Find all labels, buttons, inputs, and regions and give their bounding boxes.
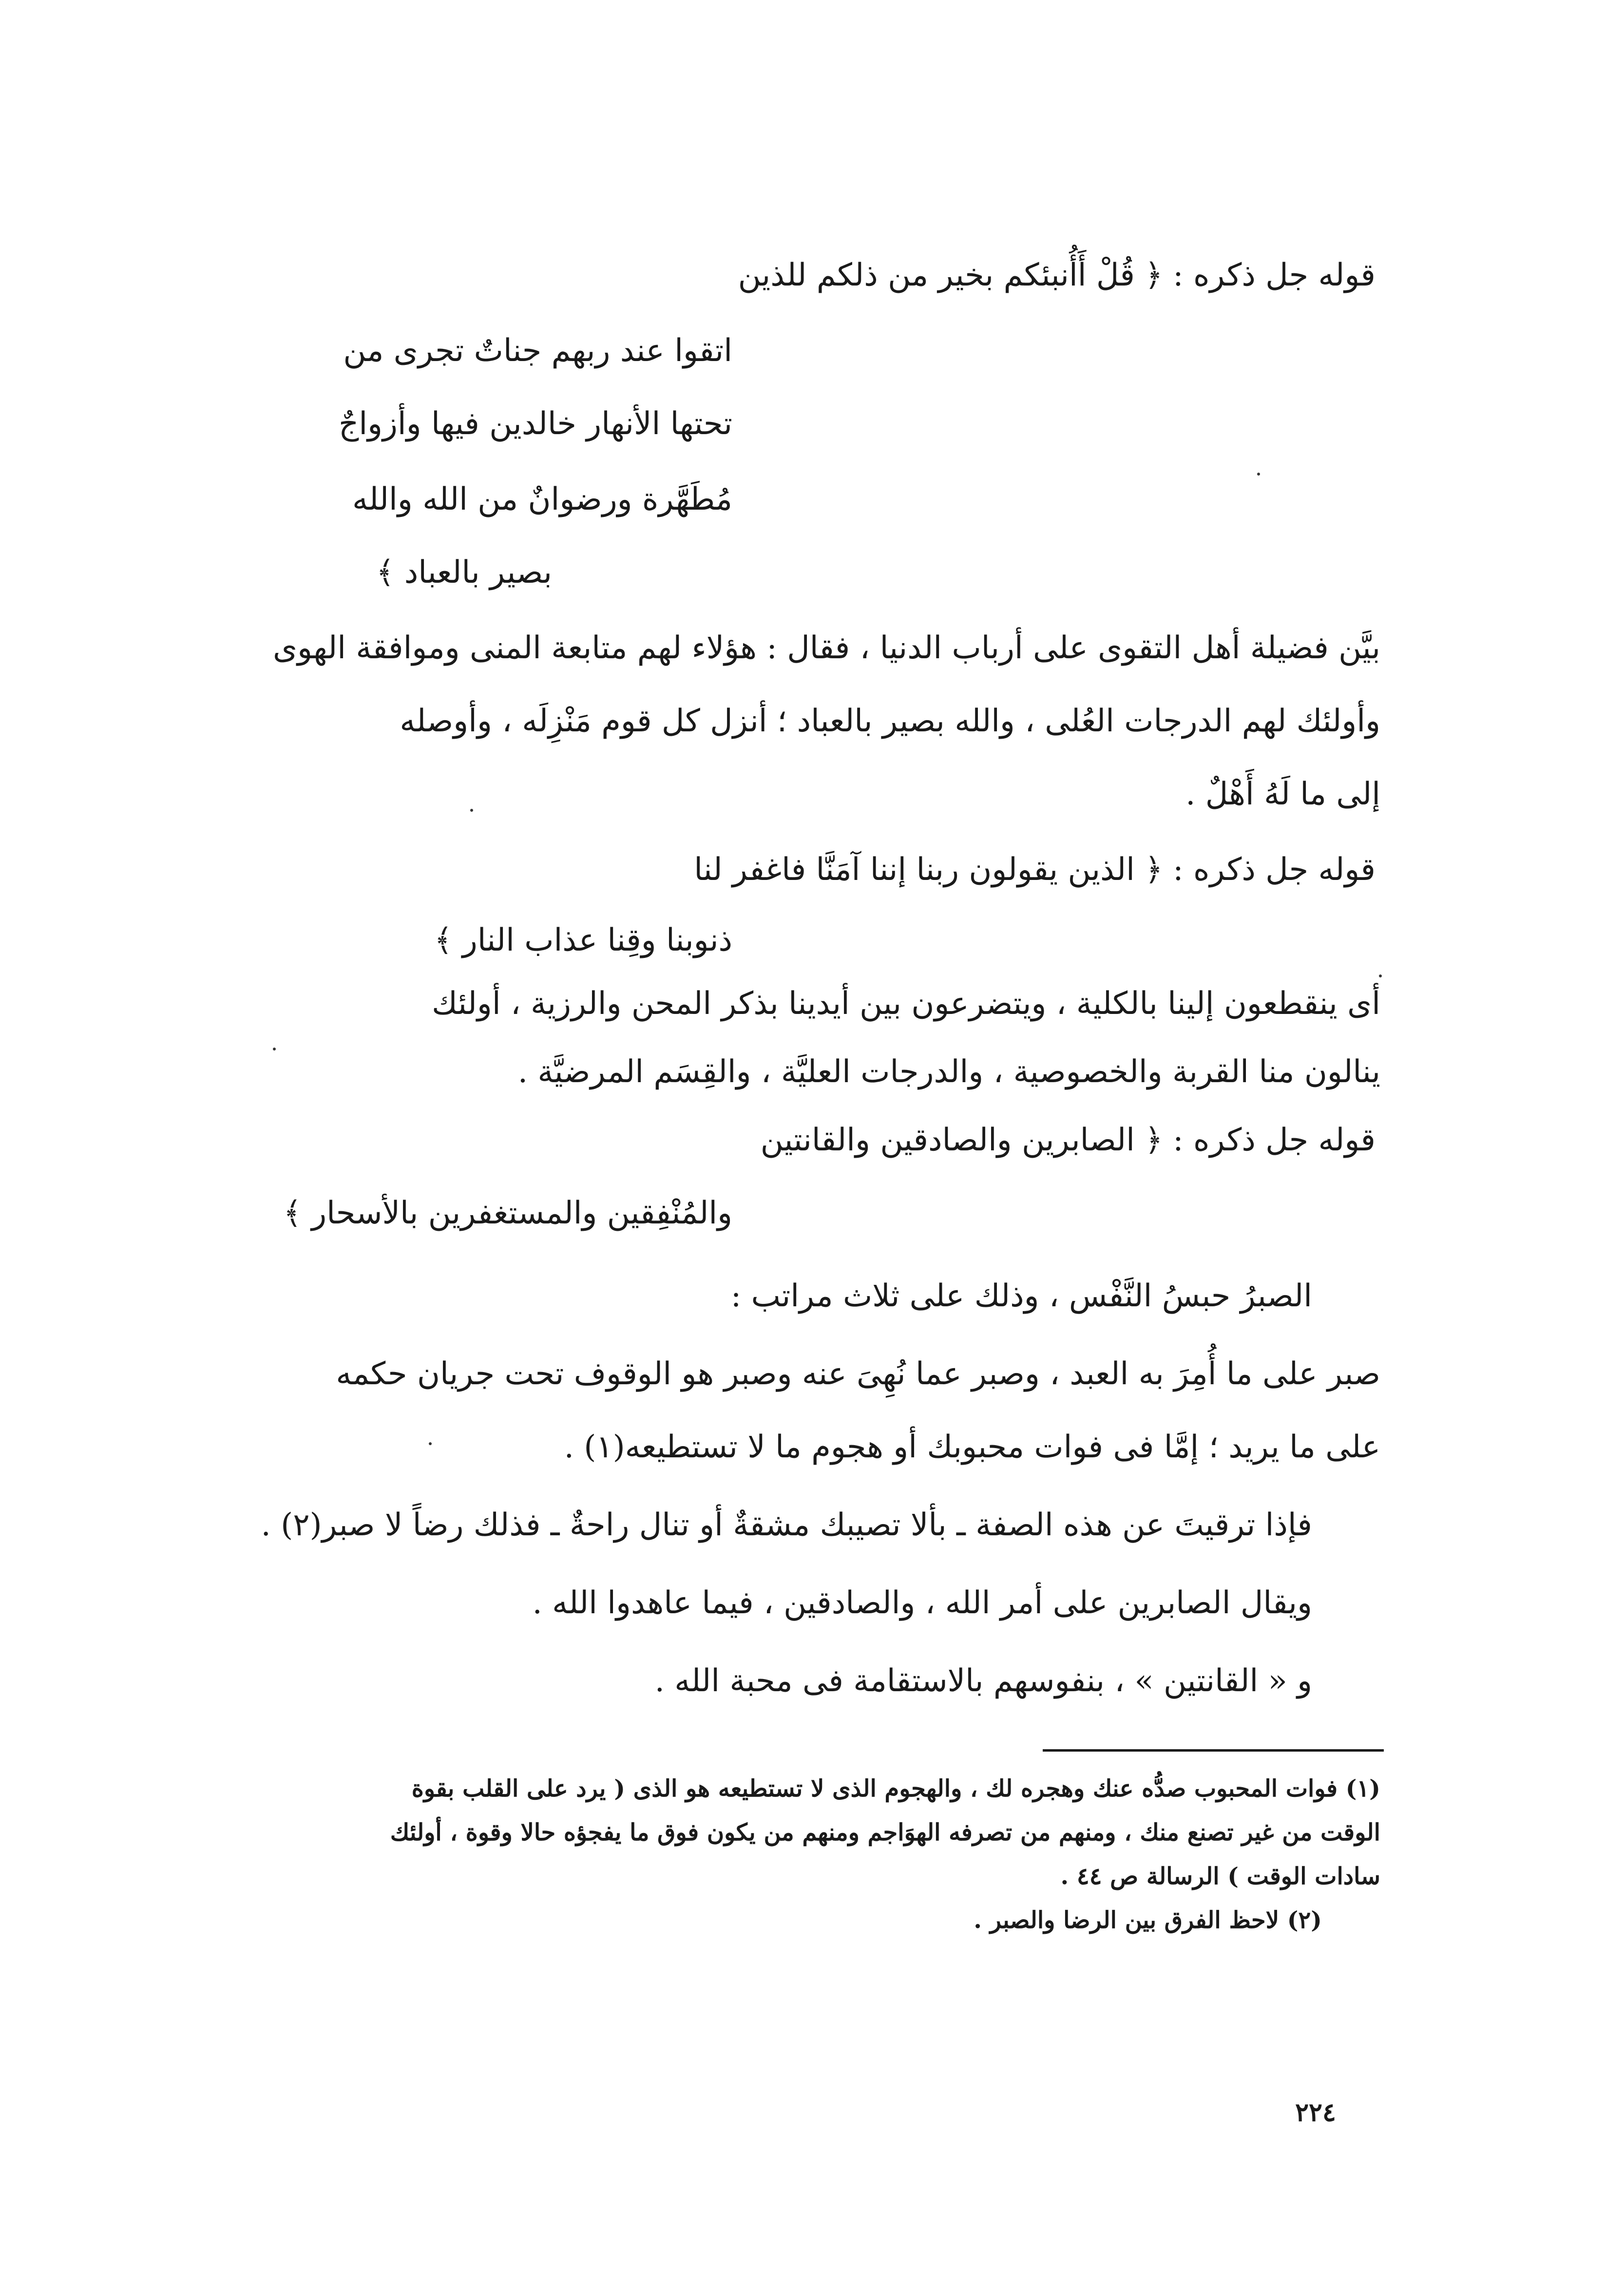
commentary-line: ويقال الصابرين على أمر الله ، والصادقين ، فيما عاهدوا الله . (532, 1585, 1312, 1621)
verse-heading-2: قوله جل ذكره : ﴿ الذين يقولون ربنا إننا آمَنَّا فاغفر لنا (694, 852, 1376, 888)
footnote-separator (1043, 1749, 1384, 1752)
commentary-line: أى ينقطعون إلينا بالكلية ، ويتضرعون بين أيدينا بذكر المحن والرزية ، أولئك (432, 986, 1380, 1022)
commentary-line: فإذا ترقيتَ عن هذه الصفة ـ بألا تصيبك مشقةٌ أو تنال راحةٌ ـ فذلك رضاً لا صبر(٢) . (261, 1507, 1312, 1543)
footnote-line: (٢) لاحظ الفرق بين الرضا والصبر . (974, 1907, 1322, 1934)
commentary-line: و « القانتين » ، بنفوسهم بالاستقامة فى محبة الله . (654, 1663, 1312, 1699)
scan-speck (429, 1442, 432, 1445)
verse-line: والمُنْفِقين والمستغفرين بالأسحار ﴾ (283, 1195, 732, 1231)
scan-speck (273, 1048, 276, 1050)
scan-speck (1257, 473, 1260, 476)
scan-speck (1379, 974, 1382, 977)
commentary-line: ينالون منا القربة والخصوصية ، والدرجات العليَّة ، والقِسَم المرضيَّة . (517, 1054, 1380, 1090)
commentary-line: وأولئك لهم الدرجات العُلى ، والله بصير بالعباد ؛ أنزل كل قوم مَنْزِلَه ، وأوصله (400, 703, 1380, 739)
commentary-line: إلى ما لَهُ أَهْلٌ . (1185, 776, 1380, 812)
commentary-line: بيَّن فضيلة أهل التقوى على أرباب الدنيا ، فقال : هؤلاء لهم متابعة المنى وموافقة الهوى (273, 630, 1380, 666)
commentary-line: صبر على ما أُمِرَ به العبد ، وصبر عما نُهِىَ عنه وصبر هو الوقوف تحت جريان حكمه (336, 1356, 1380, 1392)
verse-line: مُطَهَّرة ورضوانٌ من الله والله (352, 481, 732, 517)
footnote-line: الوقت من غير تصنع منك ، ومنهم من تصرفه الهوَاجم ومنهم من يكون فوق ما يفجؤه حالا وقوة ، أولئك (390, 1819, 1380, 1846)
verse-heading-1: قوله جل ذكره : ﴿ قُلْ أَأُنبئكم بخير من ذلكم للذين (738, 257, 1376, 293)
verse-line: بصير بالعباد ﴾ (376, 554, 552, 591)
verse-line: ذنوبنا وقِنا عذاب النار ﴾ (434, 922, 732, 958)
verse-heading-3: قوله جل ذكره : ﴿ الصابرين والصادقين والقانتين (760, 1122, 1376, 1158)
page-number: ٢٢٤ (1295, 2098, 1336, 2127)
footnote-line: (١) فوات المحبوب صدُّه عنك وهجره لك ، والهجوم الذى لا تستطيعه هو الذى ( يرد على القلب بقوة (411, 1775, 1380, 1802)
commentary-line: الصبرُ حبسُ النَّفْس ، وذلك على ثلاث مراتب : (730, 1278, 1312, 1314)
footnote-line: سادات الوقت ) الرسالة ص ٤٤ . (1060, 1863, 1380, 1890)
verse-line: تحتها الأنهار خالدين فيها وأزواجٌ (339, 406, 732, 442)
verse-line: اتقوا عند ربهم جناتٌ تجرى من (343, 333, 732, 369)
commentary-line: على ما يريد ؛ إمَّا فى فوات محبوبك أو هجوم ما لا تستطيعه(١) . (564, 1429, 1380, 1465)
scan-speck (470, 809, 473, 812)
